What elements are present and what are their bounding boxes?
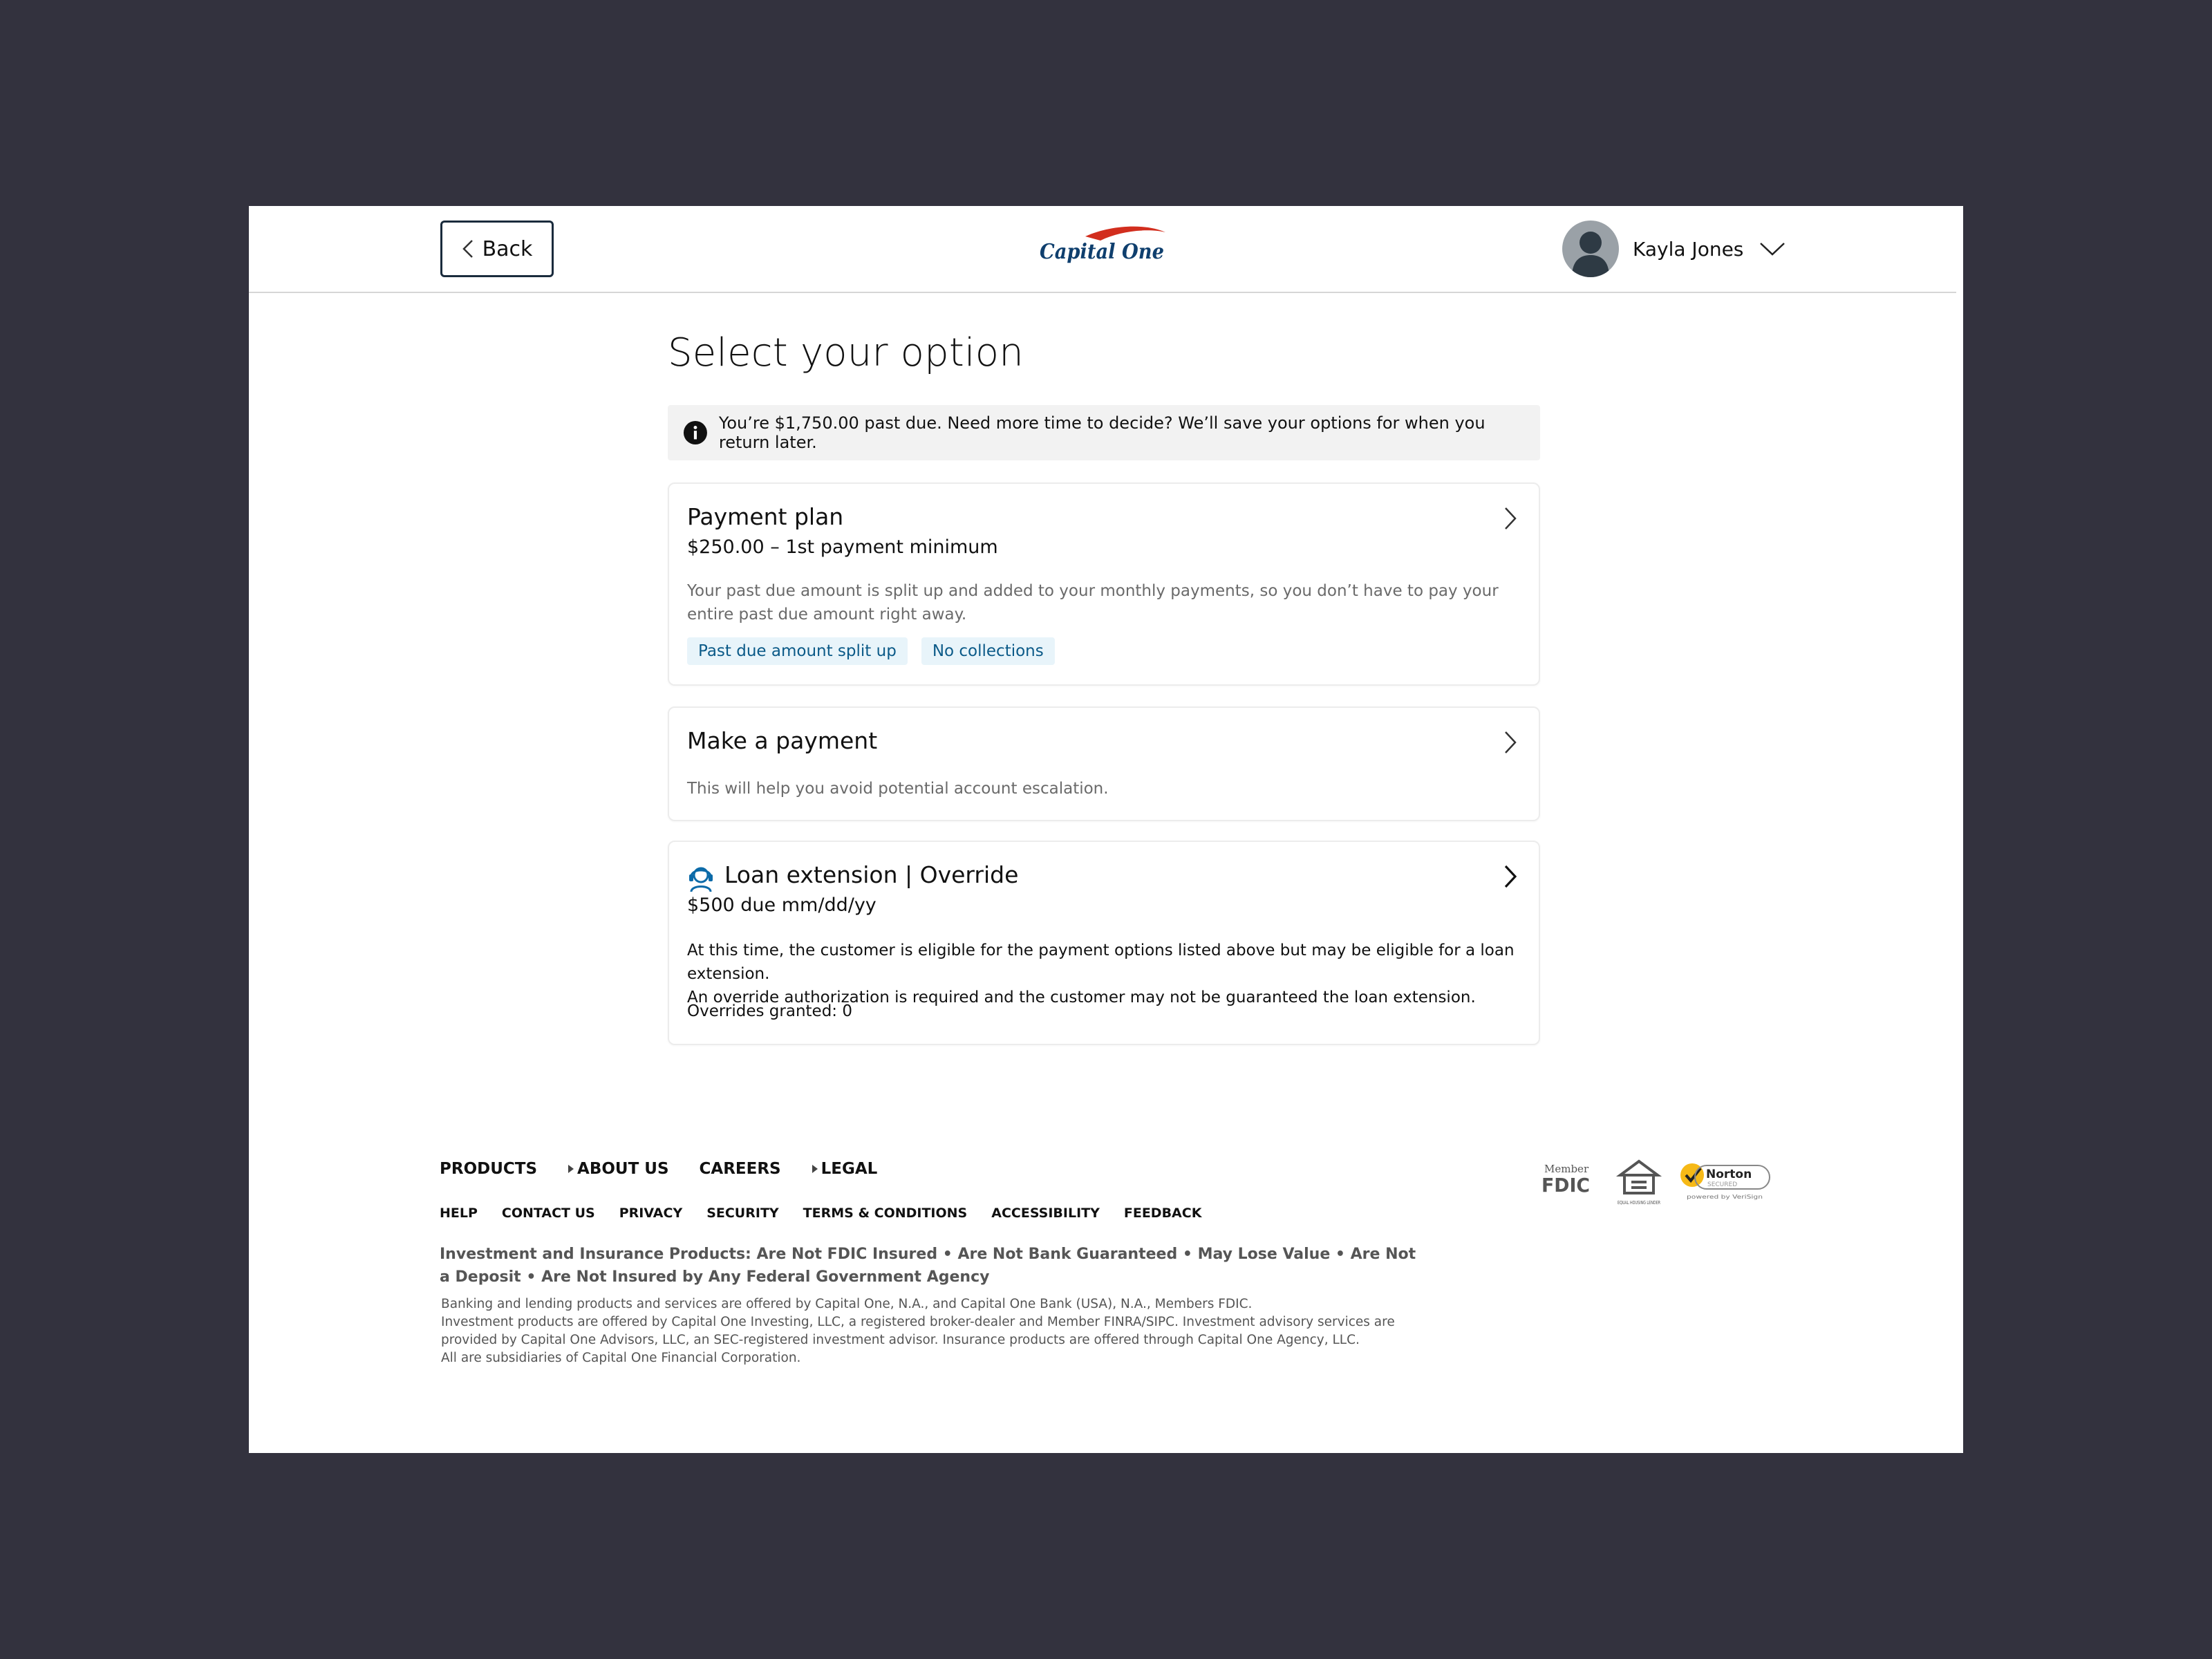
user-silhouette-icon (1562, 221, 1619, 277)
banner-text: You’re $1,750.00 past due. Need more time to decide? We’ll save your options for when you return later. (718, 413, 1485, 452)
legal-text (441, 1295, 1423, 1367)
past-due-banner (668, 405, 1540, 460)
legal-line: Banking and lending products and services are offered by Capital One, N.A., and Capital One Bank (USA), N.A., Members FDIC. (441, 1297, 1253, 1311)
page-title: Select your option (668, 330, 1024, 375)
footer-link-terms[interactable]: TERMS & CONDITIONS (803, 1206, 968, 1221)
footer-link-accessibility[interactable]: ACCESSIBILITY (991, 1206, 1100, 1221)
user-name: Kayla Jones (1633, 237, 1744, 261)
legal-line: Investment products are offered by Capital One Investing, LLC, a registered broker-dealer and Member FINRA/SIPC. Investment advisory services are provided by Capital One Advisors, LLC, an SEC-registered investment advisor. Insurance products are offered through Capital One Agency, LLC. (441, 1315, 1395, 1347)
svg-text:SECURED: SECURED (1707, 1181, 1738, 1188)
card-title: Payment plan (687, 503, 844, 530)
footer-link-legal[interactable] (812, 1160, 878, 1178)
trust-badges (1539, 1157, 1774, 1208)
footer-link-label: ABOUT US (577, 1160, 669, 1178)
footer-link-help[interactable]: HELP (440, 1206, 478, 1221)
norton-secured-badge (1680, 1163, 1770, 1200)
card-description: This will help you avoid potential account escalation. (687, 780, 1109, 798)
fdic-badge (1541, 1163, 1590, 1197)
footer-main-nav (440, 1160, 908, 1178)
footer-link-label: LEGAL (821, 1160, 878, 1178)
footer-link-privacy[interactable]: PRIVACY (619, 1206, 683, 1221)
top-header (249, 206, 1956, 293)
tag: Past due amount split up (687, 637, 908, 665)
loan-extension-card[interactable] (668, 841, 1540, 1045)
card-description (687, 939, 1517, 1009)
chevron-left-icon (462, 238, 474, 259)
svg-text:FDIC: FDIC (1541, 1174, 1590, 1197)
user-menu[interactable] (1562, 220, 1786, 278)
card-description-line: At this time, the customer is eligible for the payment options listed above but may be eligible for a loan extension. (687, 941, 1515, 983)
chevron-right-icon (1503, 864, 1518, 889)
tag-list (687, 637, 1055, 665)
card-description-line: An override authorization is required and the customer may not be guaranteed the loan extension. (687, 988, 1476, 1006)
chevron-right-icon (1503, 730, 1518, 755)
card-title: Loan extension | Override (724, 861, 1019, 888)
info-icon (683, 420, 708, 446)
footer-link-feedback[interactable]: FEEDBACK (1123, 1206, 1202, 1221)
footer-link-security[interactable]: SECURITY (706, 1206, 779, 1221)
svg-text:EQUAL HOUSING LENDER: EQUAL HOUSING LENDER (1618, 1200, 1661, 1206)
investment-disclaimer: Investment and Insurance Products: Are Not FDIC Insured • Are Not Bank Guaranteed • May Lose Value • Are Not a Deposit • Are Not Insured by Any Federal Government Agency (440, 1246, 1416, 1286)
footer-link-contact-us[interactable]: CONTACT US (501, 1206, 595, 1221)
footer-link-about-us[interactable] (568, 1160, 669, 1178)
caret-right-icon (568, 1164, 574, 1174)
footer-link-label: CAREERS (699, 1160, 781, 1178)
caret-right-icon (812, 1164, 818, 1174)
app-window (249, 206, 1963, 1453)
equal-housing-lender-icon (1618, 1161, 1660, 1206)
payment-plan-card[interactable] (668, 482, 1540, 686)
back-button-label: Back (482, 236, 533, 261)
avatar (1562, 221, 1619, 277)
back-button[interactable] (440, 221, 554, 277)
footer-link-careers[interactable] (700, 1160, 781, 1178)
footer-link-products[interactable] (440, 1160, 537, 1178)
footer-sub-nav (440, 1206, 1226, 1221)
card-description: Your past due amount is split up and added to your monthly payments, so you don’t have to pay your entire past due amount right away. (687, 582, 1499, 624)
card-title: Make a payment (687, 727, 878, 754)
svg-text:Capital One: Capital One (1040, 240, 1164, 264)
card-subtitle: $250.00 – 1st payment minimum (687, 536, 998, 558)
tag: No collections (921, 637, 1055, 665)
chevron-right-icon (1503, 506, 1518, 531)
svg-text:powered by VeriSign: powered by VeriSign (1687, 1194, 1763, 1200)
card-subtitle: $500 due mm/dd/yy (687, 894, 877, 916)
chevron-down-icon (1759, 241, 1786, 257)
footer-link-label: PRODUCTS (440, 1160, 538, 1178)
legal-line: All are subsidiaries of Capital One Financial Corporation. (441, 1351, 801, 1365)
svg-text:Norton: Norton (1706, 1168, 1752, 1181)
make-a-payment-card[interactable] (668, 706, 1540, 821)
capital-one-logo[interactable] (1037, 223, 1182, 272)
overrides-count: Overrides granted: 0 (687, 1002, 852, 1020)
svg-text:Member: Member (1544, 1163, 1589, 1175)
agent-headset-icon (686, 863, 716, 893)
